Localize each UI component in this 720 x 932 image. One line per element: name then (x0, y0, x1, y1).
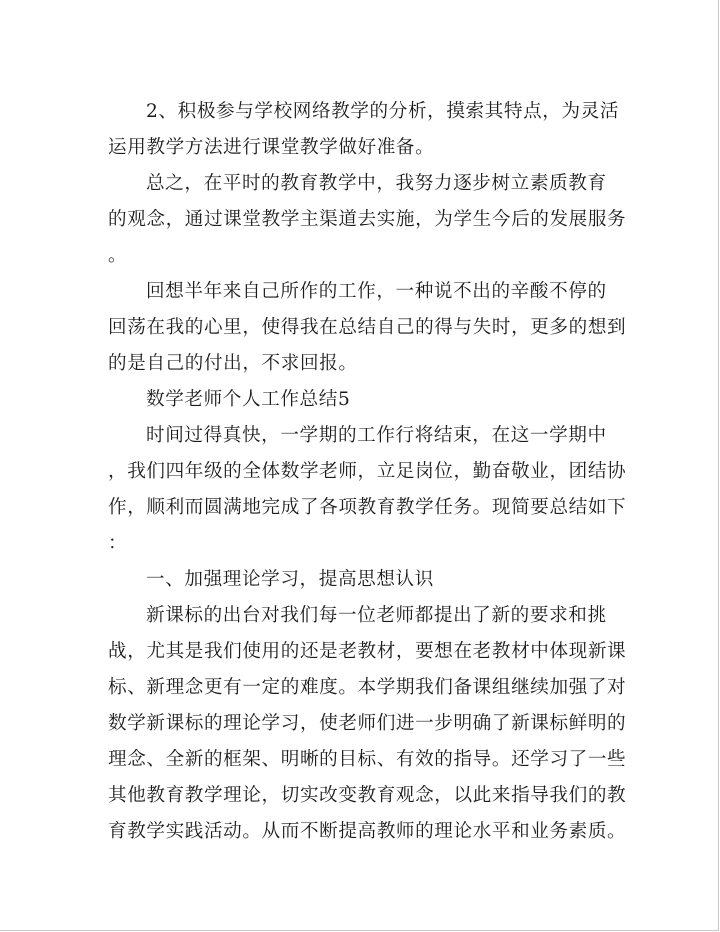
text-line: ，我们四年级的全体数学老师，立足岗位，勤奋敬业，团结协 (108, 461, 627, 482)
text-line: 回想半年来自己所作的工作，一种说不出的辛酸不停的 (146, 281, 607, 302)
text-line: 其他教育教学理论，切实改变教育观念，以此来指导我们的教 (108, 785, 627, 806)
section-heading: 数学老师个人工作总结5 (146, 389, 351, 410)
text-line: 的观念，通过课堂教学主渠道去实施，为学生今后的发展服务 (108, 209, 627, 230)
text-line: 2、积极参与学校网络教学的分析，摸索其特点，为灵活 (146, 101, 620, 122)
subsection-heading: 一、加强理论学习，提高思想认识 (146, 569, 434, 590)
text-line: 理念、全新的框架、明晰的目标、有效的指导。还学习了一些 (108, 749, 627, 770)
text-line: 时间过得真快，一学期的工作行将结束，在这一学期中 (146, 425, 607, 446)
text-line: 。 (108, 245, 128, 266)
document-body (108, 94, 627, 850)
text-line: 战，尤其是我们使用的还是老教材，要想在老教材中体现新课 (108, 641, 627, 662)
text-line: 回荡在我的心里，使得我在总结自己的得与失时，更多的想到 (108, 317, 627, 338)
text-line: 数学新课标的理论学习，使老师们进一步明确了新课标鲜明的 (108, 713, 627, 734)
text-line: 作，顺利而圆满地完成了各项教育教学任务。现简要总结如下 (108, 497, 627, 518)
text-line: 运用教学方法进行课堂教学做好准备。 (108, 137, 435, 158)
text-line: 总之，在平时的教育教学中，我努力逐步树立素质教育 (146, 173, 607, 194)
text-line: 育教学实践活动。从而不断提高教师的理论水平和业务素质。 (108, 821, 627, 842)
text-line: 新课标的出台对我们每一位老师都提出了新的要求和挑 (146, 605, 607, 626)
text-line: 标、新理念更有一定的难度。本学期我们备课组继续加强了对 (108, 677, 627, 698)
text-line: ： (108, 533, 128, 554)
text-line: 的是自己的付出，不求回报。 (108, 353, 358, 374)
